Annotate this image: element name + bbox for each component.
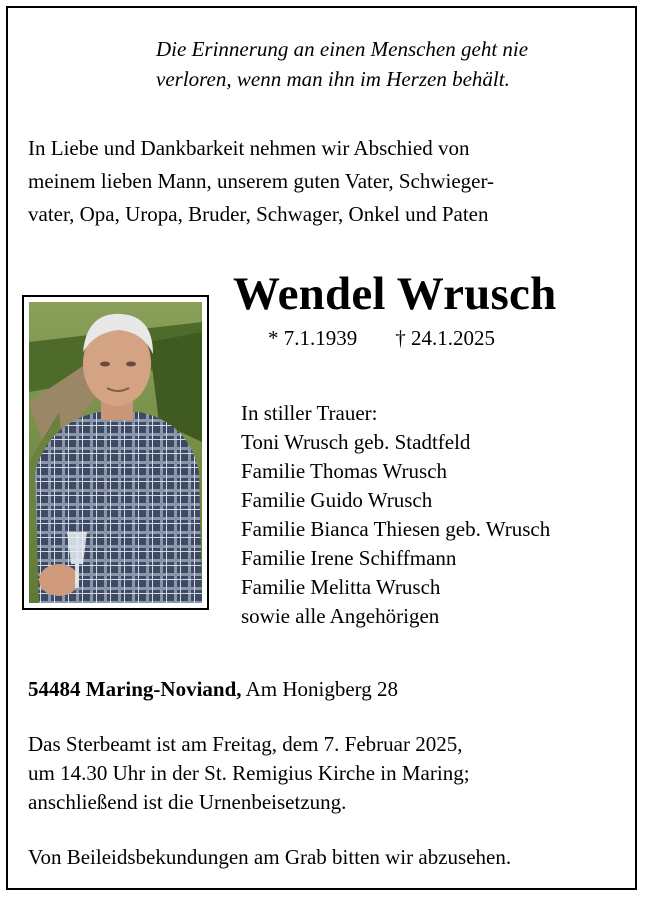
address-street: Am Honigberg 28 — [245, 677, 399, 701]
service-info — [28, 730, 470, 817]
mourners-list — [241, 399, 550, 631]
portrait-photo-icon — [29, 302, 202, 603]
portrait-photo-frame — [22, 295, 209, 610]
life-dates — [268, 323, 495, 353]
portrait-photo — [29, 302, 202, 603]
mourner-line: Familie Bianca Thiesen geb. Wrusch — [241, 517, 551, 541]
mourner-line: Familie Guido Wrusch — [241, 488, 433, 512]
deceased-name: Wendel Wrusch — [233, 268, 557, 320]
death-date: † 24.1.2025 — [395, 326, 495, 350]
intro-line: meinem lieben Mann, unserem guten Vater, Schwieger- — [28, 169, 495, 193]
mourner-line: In stiller Trauer: — [241, 401, 378, 425]
quote-line: Die Erinnerung an einen Menschen geht nie — [156, 37, 529, 61]
service-line: Das Sterbeamt ist am Freitag, dem 7. Februar 2025, — [28, 732, 463, 756]
mourner-line: Toni Wrusch geb. Stadtfeld — [241, 430, 471, 454]
mourner-line: sowie alle Angehörigen — [241, 604, 440, 628]
closing-note: Von Beileidsbekundungen am Grab bitten wir abzusehen. — [28, 845, 512, 869]
service-line: um 14.30 Uhr in der St. Remigius Kirche in Maring; — [28, 761, 470, 785]
birth-date: * 7.1.1939 — [268, 326, 358, 350]
mourner-line: Familie Thomas Wrusch — [241, 459, 448, 483]
memorial-quote — [156, 34, 528, 94]
family-address — [28, 674, 398, 704]
service-line: anschließend ist die Urnenbeisetzung. — [28, 790, 347, 814]
quote-line: verloren, wenn man ihn im Herzen behält. — [156, 67, 510, 91]
mourner-line: Familie Irene Schiffmann — [241, 546, 457, 570]
mourner-line: Familie Melitta Wrusch — [241, 575, 441, 599]
intro-line: vater, Opa, Uropa, Bruder, Schwager, Onkel und Paten — [28, 202, 489, 226]
address-place: 54484 Maring-Noviand, — [28, 677, 242, 701]
intro-line: In Liebe und Dankbarkeit nehmen wir Abschied von — [28, 136, 470, 160]
intro-text — [28, 132, 494, 231]
